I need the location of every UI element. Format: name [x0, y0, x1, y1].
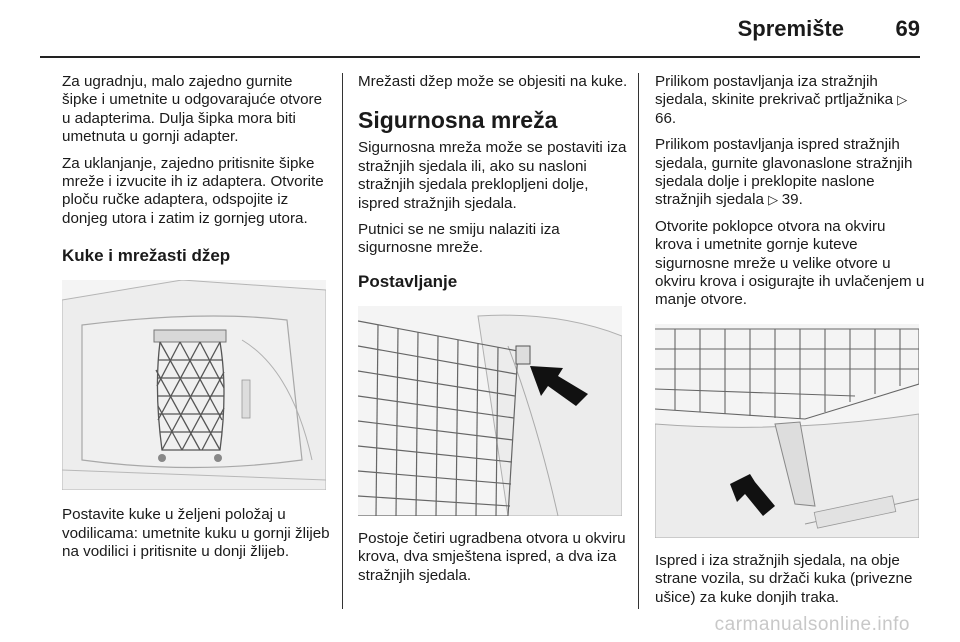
column-1	[62, 73, 332, 569]
page-reference: 66.	[655, 109, 677, 127]
page-ref-icon: ▷	[897, 92, 908, 108]
paragraph: Postoje četiri ugradbena otvora u okviru krova, dva smještena ispred, a dva iza stražnjih sjedala.	[358, 529, 626, 584]
paragraph: Za ugradnju, malo zajedno gurnite šipke i umetnite u odgovarajuće otvore u adapterima. Dulja šipka mora biti umetnuta u gornji adapter.	[62, 73, 323, 146]
page-number: 69	[895, 16, 920, 41]
paragraph: Postavite kuke u željeni položaj u vodilicama: umetnite kuku u gornji žlijeb na vodilici i pritisnite u donji žlijeb.	[62, 506, 330, 561]
paragraph: Ispred i iza stražnjih sjedala, na obje strane vozila, su držači kuka (privezne ušice) za kuke donjih traka.	[655, 551, 913, 606]
page-ref-icon: ▷	[768, 192, 782, 208]
heading-safety-net: Sigurnosna mreža	[358, 107, 558, 134]
paragraph: Sigurnosna mreža može se postaviti iza stražnjih sjedala ili, ako su nasloni stražnjih sjedala preklopljeni dolje, ispred stražnjih sjedala.	[358, 139, 627, 212]
paragraph: Mrežasti džep može se objesiti na kuke.	[358, 73, 628, 90]
heading-hooks-net-pocket: Kuke i mrežasti džep	[62, 246, 231, 266]
column-2	[358, 73, 628, 593]
paragraph-text: Prilikom postavljanja iza stražnjih sjedala, skinite prekrivač prtljažnika	[655, 73, 898, 109]
paragraph: Putnici se ne smiju nalaziti iza sigurnosne mreže.	[358, 221, 560, 257]
paragraph: Otvorite poklopce otvora na okviru krova i umetnite gornje kuteve sigurnosne mreže u velike otvore u okviru krova i osigurajte ih uvlačenjem u manje otvore.	[655, 217, 925, 309]
paragraph	[655, 136, 925, 210]
column-divider	[342, 73, 343, 609]
column-divider	[638, 73, 639, 609]
paragraph	[655, 73, 925, 128]
heading-installation: Postavljanje	[358, 271, 458, 291]
page-reference: 39.	[781, 191, 803, 209]
header-rule	[40, 56, 920, 58]
paragraph-text: Prilikom postavljanja ispred stražnjih sjedala, gurnite glavonaslone stražnjih sjedala dolje i preklopite naslone stražnjih sjedala	[655, 136, 913, 209]
column-3	[655, 73, 925, 615]
page-header	[0, 0, 960, 60]
illustration-net-roof-mount	[358, 306, 622, 516]
illustration-net-pocket	[62, 280, 326, 490]
illustration-lower-hook-mount	[655, 324, 919, 538]
watermark: carmanualsonline.info	[714, 614, 910, 635]
section-title: Spremište	[737, 16, 844, 41]
paragraph: Za uklanjanje, zajedno pritisnite šipke mreže i izvucite ih iz adaptera. Otvorite ploču ručke adaptera, odspojite iz donjeg utora i zatim iz gornjeg utora.	[62, 154, 324, 227]
